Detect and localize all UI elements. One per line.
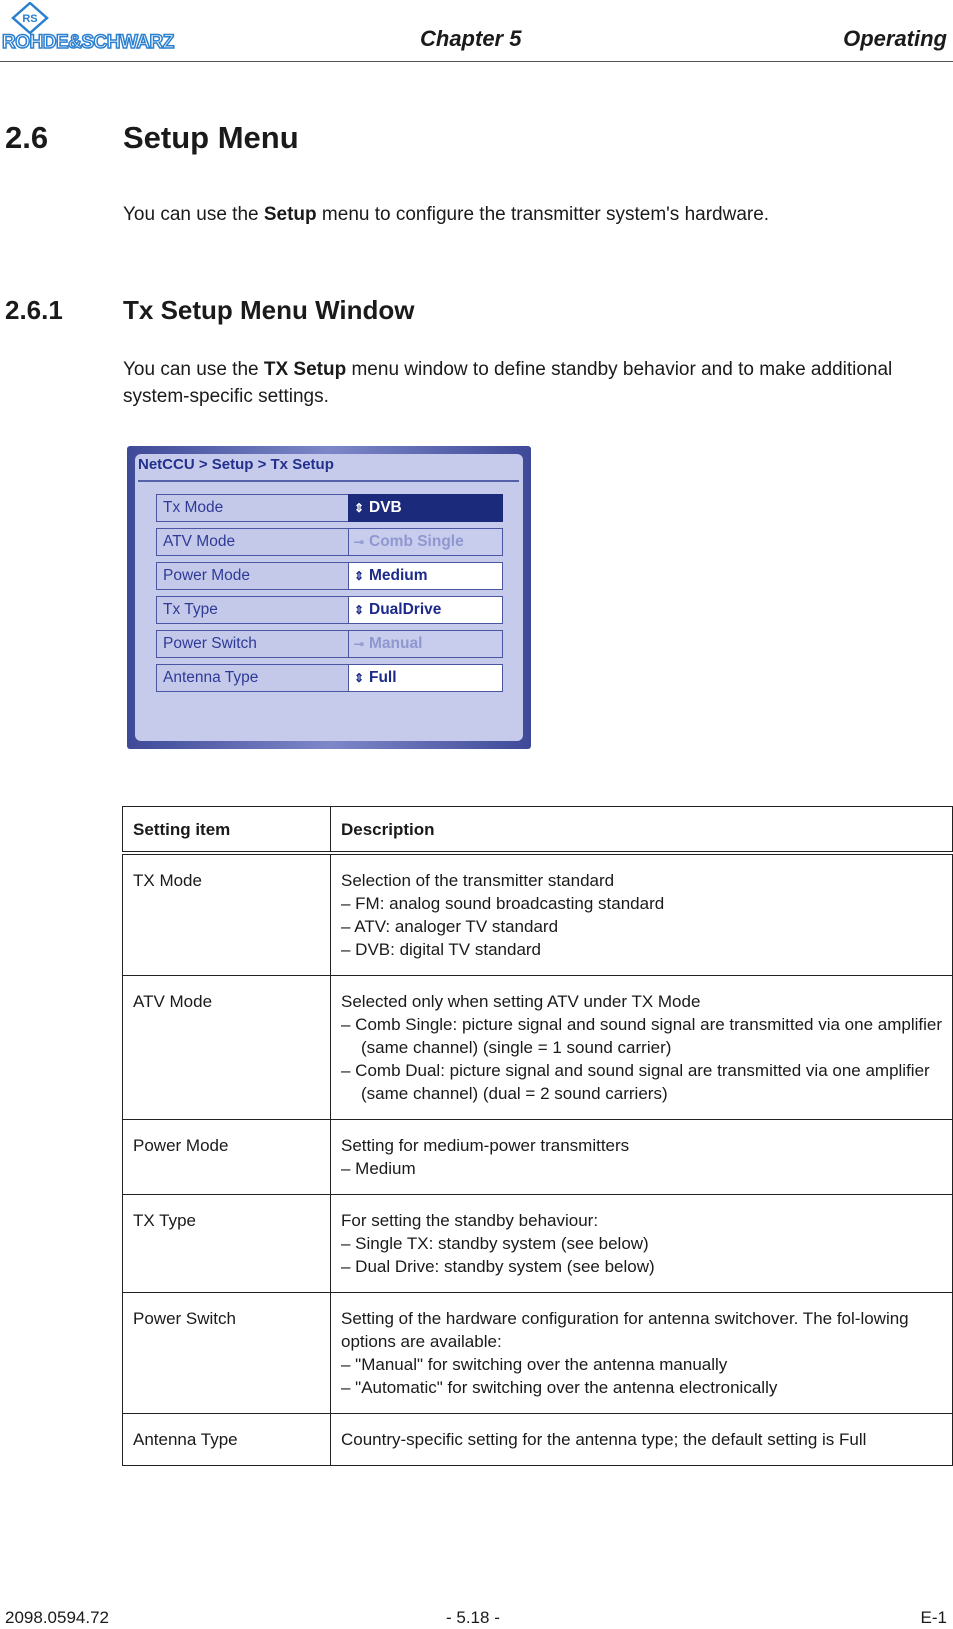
setting-item-cell: Power Mode: [123, 1120, 331, 1195]
svg-text:RS: RS: [22, 13, 38, 25]
setting-row: [156, 630, 502, 658]
column-header-setting-item: Setting item: [123, 807, 331, 854]
description-bullet: – FM: analog sound broadcasting standard: [341, 894, 665, 913]
description-cell: [331, 976, 953, 1120]
section-label: Operating: [843, 26, 947, 51]
updown-arrows-icon: ⇕: [353, 501, 365, 515]
rs-diamond-icon: [10, 2, 50, 36]
setting-row: [156, 494, 502, 522]
setting-label: Power Mode: [156, 562, 354, 590]
rohde-schwarz-logo: [2, 2, 230, 52]
description-bullet: – "Automatic" for switching over the antenna electronically: [341, 1378, 778, 1397]
tx-setup-paragraph: You can use the TX Setup menu window to define standby behavior and to make additional system-specific settings.: [123, 359, 893, 407]
doc-number: 2098.0594.72: [5, 1608, 109, 1627]
setting-value: Comb Single: [369, 533, 464, 550]
description-text: Setting of the hardware configuration for antenna switchover. The fol-lowing options are available:: [341, 1309, 909, 1351]
setting-value-select[interactable]: [348, 596, 503, 624]
setting-row: [156, 562, 502, 590]
chapter-label: Chapter 5: [420, 26, 522, 51]
description-text: Country-specific setting for the antenna type; the default setting is Full: [341, 1430, 867, 1449]
setting-value: Manual: [369, 635, 423, 652]
description-bullet: – Single TX: standby system (see below): [341, 1234, 649, 1253]
setting-item-cell: TX Type: [123, 1195, 331, 1293]
header-divider: [0, 61, 953, 62]
description-cell: [331, 1120, 953, 1195]
setting-row: [156, 596, 502, 624]
setting-row: [156, 528, 502, 556]
intro-paragraph: You can use the Setup menu to configure the transmitter system's hardware.: [123, 204, 770, 225]
setting-row: [156, 664, 502, 692]
key-icon: ⊸: [353, 535, 365, 549]
description-cell: [331, 1414, 953, 1466]
description-cell: [331, 853, 953, 976]
logo-text: ROHDE&SCHWARZ: [2, 32, 174, 53]
page-number: - 5.18 -: [446, 1608, 500, 1627]
description-text: Selected only when setting ATV under TX Mode: [341, 992, 701, 1011]
column-header-description: Description: [331, 807, 953, 854]
table-row: [123, 976, 953, 1120]
setting-item-cell: ATV Mode: [123, 976, 331, 1120]
section-title: Setup Menu: [123, 120, 299, 155]
setting-label: Power Switch: [156, 630, 354, 658]
setting-value: DualDrive: [369, 601, 442, 618]
setting-label: Antenna Type: [156, 664, 354, 692]
description-cell: [331, 1293, 953, 1414]
setting-item-cell: TX Mode: [123, 853, 331, 976]
description-bullet: – Comb Single: picture signal and sound signal are transmitted via one amplifier (same channel) (single = 1 sound carrier): [341, 1015, 942, 1057]
updown-arrows-icon: ⇕: [353, 603, 365, 617]
description-bullet: – Comb Dual: picture signal and sound signal are transmitted via one amplifier (same channel) (dual = 2 sound carriers): [341, 1061, 930, 1103]
description-text: For setting the standby behaviour:: [341, 1211, 599, 1230]
description-bullet: – "Manual" for switching over the antenna manually: [341, 1355, 728, 1374]
description-text: Setting for medium-power transmitters: [341, 1136, 630, 1155]
updown-arrows-icon: ⇕: [353, 569, 365, 583]
section-number: 2.6: [5, 120, 49, 155]
page-header: [0, 0, 953, 62]
setup-keyword: Setup: [263, 204, 317, 225]
setting-label: Tx Type: [156, 596, 354, 624]
table-row: [123, 1195, 953, 1293]
breadcrumb: NetCCU > Setup > Tx Setup: [138, 456, 334, 473]
setting-label: Tx Mode: [156, 494, 354, 522]
setting-value-select: [348, 528, 503, 556]
table-header-row: [123, 807, 953, 854]
description-bullet: – DVB: digital TV standard: [341, 940, 542, 959]
setting-value-select: [348, 630, 503, 658]
setting-item-cell: Antenna Type: [123, 1414, 331, 1466]
setting-value-select[interactable]: [348, 664, 503, 692]
description-bullet: – ATV: analoger TV standard: [341, 917, 559, 936]
tx-setup-window: [127, 446, 531, 749]
tx-setup-keyword: TX Setup: [263, 359, 347, 380]
table-row: [123, 1414, 953, 1466]
updown-arrows-icon: ⇕: [353, 671, 365, 685]
setting-value-select[interactable]: [348, 562, 503, 590]
description-bullet: – Dual Drive: standby system (see below): [341, 1257, 655, 1276]
section-title: Tx Setup Menu Window: [123, 295, 415, 325]
breadcrumb-divider: [138, 480, 519, 482]
section-number: 2.6.1: [5, 295, 63, 325]
table-row: [123, 1293, 953, 1414]
setting-value: Full: [369, 669, 397, 686]
setting-label: ATV Mode: [156, 528, 354, 556]
setting-item-cell: Power Switch: [123, 1293, 331, 1414]
tx-setup-panel: [135, 454, 523, 741]
key-icon: ⊸: [353, 637, 365, 651]
setting-value: Medium: [369, 567, 428, 584]
description-bullet: – Medium: [341, 1159, 416, 1178]
description-cell: [331, 1195, 953, 1293]
settings-description-table: [122, 806, 953, 1466]
table-row: [123, 1120, 953, 1195]
edition: E-1: [920, 1608, 947, 1627]
table-row: [123, 853, 953, 976]
description-text: Selection of the transmitter standard: [341, 871, 615, 890]
setting-value: DVB: [369, 499, 402, 516]
setting-value-select[interactable]: [348, 494, 503, 522]
